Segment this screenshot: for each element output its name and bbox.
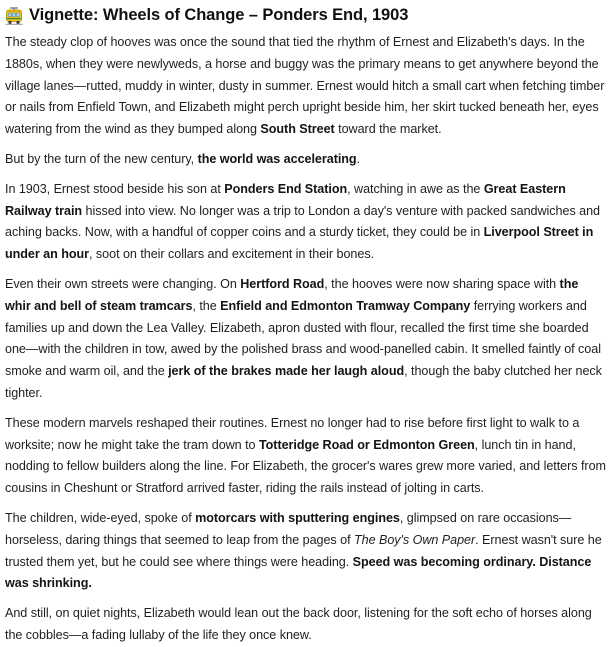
bold-text: Great Eastern Railway train — [5, 181, 566, 218]
text-run: toward the market. — [334, 122, 442, 137]
text-run: The children, wide-eyed, spoke of — [5, 510, 196, 525]
document-title — [5, 6, 607, 25]
paragraph — [5, 149, 607, 171]
text-run: , lunch tin in hand, nodding to fellow builders along the line. For Elizabeth, the grocer's wares grew more varied, and letters from cousins in Cheshunt or Stratford arrived faster, riding the rails instead of jolting in carts. — [5, 437, 606, 496]
bold-text: Ponders End Station — [224, 181, 348, 196]
text-run: hissed into view. No longer was a trip to London a day's venture with packed sandwiches and aching backs. Now, with a handful of copper coins and a sturdy ticket, they could be in — [5, 203, 601, 240]
text-run: , though the baby clutched her neck tighter. — [5, 364, 602, 400]
bold-text: motorcars with sputtering engines — [195, 510, 400, 525]
text-run: In 1903, Ernest stood beside his son at — [5, 181, 225, 196]
text-run: , glimpsed on rare occasions—horseless, daring things that seemed to leap from the pages of — [5, 510, 572, 547]
text-run: And still, on quiet nights, Elizabeth would lean out the back door, listening for the soft echo of horses along the cobbles—a fading lullaby of the life they once knew. — [5, 606, 592, 642]
text-run: , soot on their collars and excitement in their bones. — [89, 247, 375, 262]
tram-icon — [5, 7, 23, 25]
text-run: , the hooves were now sharing space with — [324, 276, 560, 291]
text-run: But by the turn of the new century, — [5, 151, 198, 166]
paragraph — [5, 179, 607, 266]
text-run: ferrying workers and families up and down the Lea Valley. Elizabeth, apron dusted with flour, recalled the first time she boarded one—with the children in tow, awed by the polished brass and wood-panelled cabin. It smelled faintly of coal smoke and warm oil, and the — [5, 298, 601, 379]
paragraph — [5, 274, 607, 405]
text-run: . — [356, 151, 361, 166]
text-run: The steady clop of hooves was once the sound that tied the rhythm of Ernest and Elizabeth's days. In the 1880s, when they were newlyweds, a horse and buggy was the primary means to get anywhere beyond the village lanes—rutted, muddy in winter, dusty in summer. Ernest would hitch a small cart when fetching timber or nails from Enfield Town, and Elizabeth might perch upright beside him, her skirt tucked beneath her, eyes watering from the wind as they bumped along — [5, 35, 605, 137]
paragraph — [5, 413, 607, 500]
text-run: Even their own streets were changing. On — [5, 276, 241, 291]
text-run: . Ernest wasn't sure he trusted them yet, but he could see where things were heading. — [5, 532, 602, 569]
bold-text: Hertford Road — [240, 276, 325, 291]
bold-text: jerk of the brakes made her laugh aloud — [168, 364, 405, 379]
bold-text: South Street — [260, 122, 335, 137]
bold-text: the world was accelerating — [197, 151, 357, 166]
bold-text: the whir and bell of steam tramcars — [5, 276, 579, 313]
paragraph — [5, 603, 607, 647]
bold-text: Enfield and Edmonton Tramway Company — [220, 298, 471, 313]
paragraph — [5, 32, 607, 141]
text-run: , the — [192, 298, 221, 313]
bold-text: Totteridge Road or Edmonton Green — [258, 437, 475, 452]
text-run: , watching in awe as the — [347, 181, 484, 196]
paragraph — [5, 508, 607, 595]
document-title-text: Vignette: Wheels of Change – Ponders End, 1903 — [29, 6, 409, 24]
text-run: These modern marvels reshaped their routines. Ernest no longer had to rise before first light to walk to a worksite; now he might take the tram down to — [5, 415, 580, 452]
document-body — [5, 32, 607, 647]
bold-text: Speed was becoming ordinary. Distance was shrinking. — [5, 554, 592, 591]
bold-text: Liverpool Street in under an hour — [5, 225, 594, 262]
italic-text: The Boy's Own Paper — [353, 532, 476, 547]
